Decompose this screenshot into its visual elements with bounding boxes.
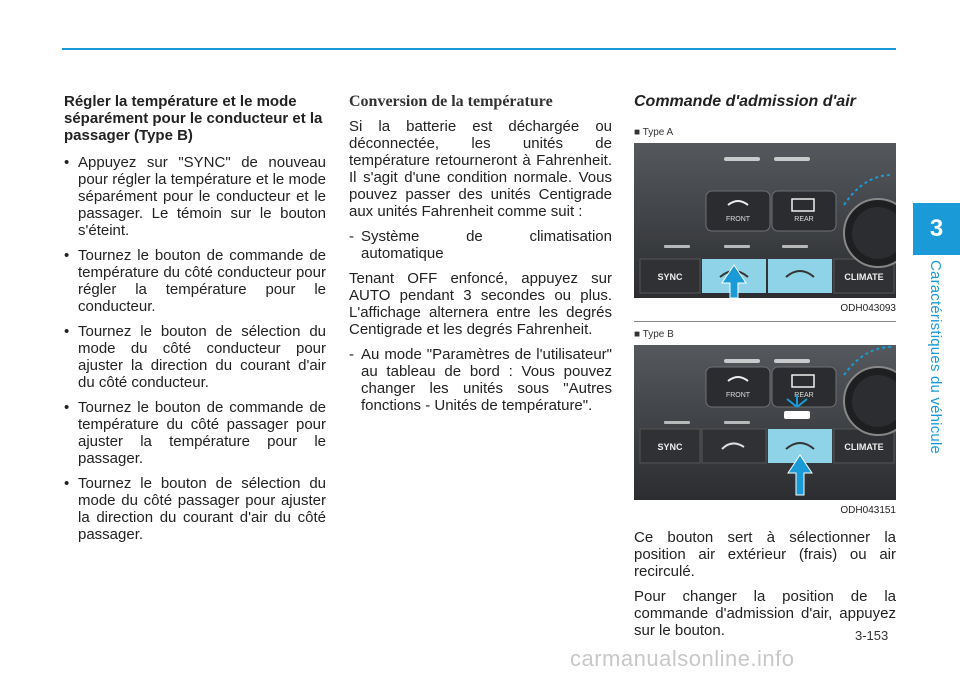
paragraph-intro: Si la batterie est déchargée ou déconnectée, les unités de température retourneront à Fahrenheit. Il s'agit d'une condition normale. Vous pouvez passer des unités Centigrade aux unités Fahrenheit comme suit : bbox=[349, 118, 612, 220]
section-heading-sync: Régler la température et le mode séparément pour le conducteur et la passager (Type B) bbox=[64, 93, 323, 144]
chapter-number-tab: 3 bbox=[913, 203, 960, 255]
column-right bbox=[634, 93, 896, 647]
climate-button-label: CLIMATE bbox=[844, 272, 884, 282]
section-heading-air-intake: Commande d'admission d'air bbox=[634, 93, 856, 110]
bullet-item: • Tournez le bouton de commande de température du côté conducteur pour régler la température pour le conducteur. bbox=[64, 247, 326, 315]
top-rule bbox=[62, 48, 896, 50]
watermark: carmanualsonline.info bbox=[570, 646, 795, 671]
bullet-item: • Tournez le bouton de sélection du mode du côté passager pour ajuster la direction du courant d'air du côté passager. bbox=[64, 475, 326, 543]
control-panel-illustration bbox=[634, 143, 896, 298]
paragraph-air-select: Ce bouton sert à sélectionner la position air extérieur (frais) ou air recirculé. bbox=[634, 529, 896, 580]
bullet-list bbox=[64, 154, 326, 543]
sync-button-label: SYNC bbox=[657, 272, 683, 282]
climate-button-label: CLIMATE bbox=[844, 442, 884, 452]
control-panel-svg bbox=[634, 143, 896, 298]
sync-button-label: SYNC bbox=[657, 442, 683, 452]
figure-type-a bbox=[634, 122, 896, 322]
bullet-item: • Tournez le bouton de sélection du mode du côté conducteur pour ajuster la direction du courant d'air du côté conducteur. bbox=[64, 323, 326, 391]
dash-list-1 bbox=[349, 228, 612, 262]
figure-label: ■ Type B bbox=[634, 329, 674, 340]
paragraph-auto: Tenant OFF enfoncé, appuyez sur AUTO pendant 3 secondes ou plus. L'affichage alternera entre les degrés Centigrade et les degrés Fahrenheit. bbox=[349, 270, 612, 338]
chapter-title: Caractéristiques du véhicule bbox=[927, 260, 944, 455]
control-panel-illustration bbox=[634, 345, 896, 500]
figure-label: ■ Type A bbox=[634, 127, 674, 138]
dash-item: - Système de climatisation automatique bbox=[349, 228, 612, 262]
figure-caption: ODH043093 bbox=[840, 303, 896, 314]
column-middle bbox=[349, 93, 612, 422]
bullet-item: • Tournez le bouton de commande de température du côté passager pour ajuster la température pour le passager. bbox=[64, 399, 326, 467]
figure-separator bbox=[634, 321, 896, 322]
figure-caption: ODH043151 bbox=[840, 505, 896, 516]
front-button-label: FRONT bbox=[725, 392, 751, 399]
front-button-label: FRONT bbox=[725, 216, 751, 223]
dash-item: - Au mode "Paramètres de l'utilisateur" au tableau de bord : Vous pouvez changer les unités sous "Autres fonctions - Unités de température". bbox=[349, 346, 612, 414]
figure-type-b bbox=[634, 324, 896, 519]
bullet-item: • Appuyez sur "SYNC" de nouveau pour régler la température et le mode séparément pour le conducteur et le passager. Le témoin sur le bouton s'éteint. bbox=[64, 154, 326, 239]
control-panel-svg bbox=[634, 345, 896, 500]
column-left bbox=[64, 93, 326, 551]
rear-button-label: REAR bbox=[794, 392, 814, 399]
rear-button-label: REAR bbox=[794, 216, 814, 223]
dash-list-2 bbox=[349, 346, 612, 414]
section-heading-conversion: Conversion de la température bbox=[349, 93, 553, 110]
paragraph-air-change: Pour changer la position de la commande d'admission d'air, appuyez sur le bouton. bbox=[634, 588, 896, 639]
page-number: 3-153 bbox=[855, 628, 889, 643]
